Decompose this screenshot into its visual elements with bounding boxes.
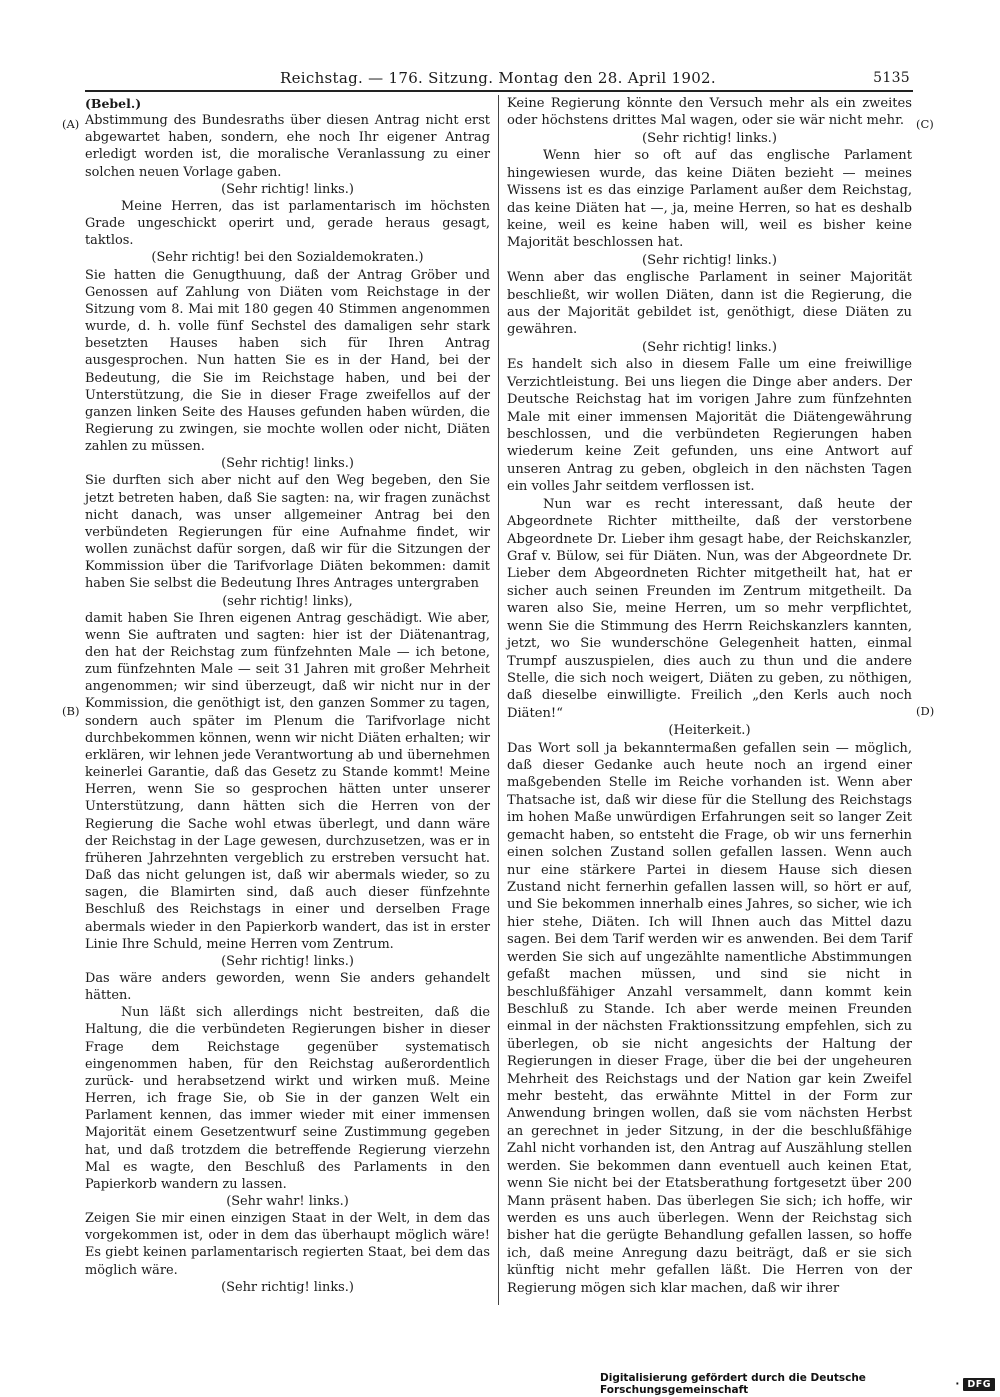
page-number: 5135 — [873, 70, 910, 86]
interjection: (Sehr richtig! links.) — [642, 130, 777, 146]
speech-paragraph: Sie hatten die Genugthuung, daß der Antrag Gröber und Genossen auf Zahlung von Diäten vom Reichstage in der Sitzung vom 8. Mai mit 180 gegen 40 Stimmen angenommen wurde, d. h. volle fünf Sechstel des damaligen sehr stark besetzten Hauses haben sich für Ihren Antrag ausgesprochen. Nun hatten Sie es in der Hand, bei der Bedeutung, die Sie im Reichstage haben, und bei der Unterstützung, die Sie in dieser Frage zweifellos auf der ganzen linken Seite des Hauses gefunden haben würden, die Regierung zu zwingen, sie mochte wollen oder nicht, Diäten zahlen zu müssen. — [85, 267, 490, 455]
interjection: (Sehr richtig! links.) — [221, 953, 354, 969]
credit-text: Digitalisierung gefördert durch die Deutsche Forschungsgemeinschaft — [600, 1372, 866, 1396]
running-title: Reichstag. — 176. Sitzung. Montag den 28. April 1902. — [280, 69, 716, 87]
speech-paragraph: Nun läßt sich allerdings nicht bestreiten, daß die Haltung, die die verbündeten Regierungen bisher in dieser Frage dem Reichstage gegenüber systematisch eingenommen haben, für den Reichstag außerordentlich zurück- und herabsetzend wirkt und wirken muß. Meine Herren, ich frage Sie, ob Sie in der ganzen Welt ein Parlament kennen, das immer wieder mit einer immensen Majorität einem Gesetzentwurf seine Zustimmung gegeben hat, und daß trotzdem die betreffende Regierung vierzehn Mal es wagte, den Beschluß des Parlaments in den Papierkorb wandern zu lassen. — [85, 1005, 490, 1192]
speech-paragraph: Es handelt sich also in diesem Falle um eine freiwillige Verzichtleistung. Bei uns liegen die Dinge aber anders. Der Deutsche Reichstag hat im vorigen Jahre zum fünfzehnten Male mit einer immensen Majorität die Diätengewährung beschlossen, und die verbündeten Regierungen haben wiederum keine Zeit gefunden, uns eine Antwort auf unseren Antrag zu geben, obgleich in den nächsten Tagen ein volles Jahr seitdem verflossen ist. — [507, 357, 912, 495]
margin-mark-b: (B) — [62, 704, 80, 718]
header-rule — [85, 90, 913, 92]
speech-paragraph: Abstimmung des Bundesraths über diesen Antrag nicht erst abgewartet haben, sondern, ehe noch Ihr eigener Antrag erledigt worden ist, die moralische Veranlassung zu einer solchen neuen Vorlage gaben. — [85, 113, 490, 180]
speech-paragraph: Wenn hier so oft auf das englische Parlament hingewiesen wurde, das keine Diäten bezieht — meines Wissens ist es das einzige Parlament außer dem Reichstag, das keine Diäten hat —, ja, meine Herren, so hat es deshalb keine, weil es keine haben will, weil es bisher keine Majorität beschlossen hat. — [507, 148, 912, 251]
column-divider — [498, 95, 499, 1305]
running-header — [280, 66, 910, 90]
margin-mark-d: (D) — [916, 704, 935, 718]
digitization-credit — [600, 1372, 995, 1396]
interjection: (Sehr richtig! links.) — [221, 456, 354, 472]
speech-paragraph: Zeigen Sie mir einen einzigen Staat in der Welt, in dem das vorgekommen ist, oder in dem das überhaupt möglich wäre! Es giebt keinen parlamentarisch regierten Staat, bei dem das möglich wäre. — [85, 1211, 490, 1278]
left-column — [85, 95, 490, 1296]
interjection: (sehr richtig! links), — [222, 593, 353, 609]
interjection: (Sehr richtig! links.) — [221, 181, 354, 197]
speech-paragraph: Keine Regierung könnte den Versuch mehr als ein zweites oder höchstens drittes Mal wagen, oder sie wär nicht mehr. — [507, 96, 912, 129]
footer-separator: · — [955, 1378, 960, 1390]
interjection: (Heiterkeit.) — [668, 723, 751, 739]
speech-paragraph: Meine Herren, das ist parlamentarisch im höchsten Grade ungeschickt operirt und, gerade heraus gesagt, taktlos. — [85, 198, 490, 249]
interjection: (Sehr wahr! links.) — [226, 1194, 349, 1209]
speech-paragraph: Wenn aber das englische Parlament in seiner Majorität beschließt, wir wollen Diäten, dann ist die Regierung, die aus der Majorität gebildet ist, genöthigt, diese Diäten zu gewähren. — [507, 270, 912, 338]
margin-mark-c: (C) — [916, 117, 934, 131]
speech-paragraph: Sie durften sich aber nicht auf den Weg begeben, den Sie jetzt betreten haben, daß Sie sagten: na, wir fragen zunächst nicht danach, was unser allgemeiner Antrag bei den verbündeten Regierungen für eine Aufnahme findet, wir wollen zunächst dafür sorgen, daß wir für die Sitzungen der Kommission über die Tarifvorlage Diäten bekommen: damit haben Sie selbst die Bedeutung Ihres Antrages untergraben — [85, 473, 490, 592]
margin-mark-a: (A) — [62, 117, 80, 131]
right-column — [507, 95, 912, 1297]
interjection: (Sehr richtig! links.) — [642, 252, 777, 268]
dfg-logo-icon: DFG — [963, 1378, 995, 1391]
speaker-name: (Bebel.) — [85, 96, 142, 111]
interjection: (Sehr richtig! links.) — [221, 1279, 354, 1295]
interjection: (Sehr richtig! links.) — [642, 339, 777, 355]
speech-paragraph: Das Wort soll ja bekanntermaßen gefallen sein — möglich, daß dieser Gedanke auch heute noch an irgend einer maßgebenden Stelle im Reiche vorhanden ist. Wenn aber Thatsache ist, daß wir diese für die Stellung des Reichstags im hohen Maße unwürdigen Erfahrungen seit so langer Zeit gemacht haben, so entsteht die Frage, ob wir uns fernerhin einen solchen Zustand sollen gefallen lassen. Wenn auch nur eine stärkere Partei in diesem Hause sich diesen Zustand nicht fernerhin gefallen lassen will, so hört er auf, und Sie bekommen innerhalb eines Jahres, so sicher, wie ich hier stehe, Diäten. Ich will Ihnen auch das Mittel dazu sagen. Bei dem Tarif werden wir es anwenden. Bei dem Tarif werden Sie sich auf ungezählte namentliche Abstimmungen gefaßt machen müssen, und sind sie nicht in beschlußfähiger Anzahl versammelt, dann kommt kein Beschluß zu Stande. Ich aber werde meinen Freunden einmal in der nächsten Fraktionssitzung empfehlen, sich zu überlegen, ob sie nicht angesichts der Haltung der Regierungen in dieser Frage, über die bei der ungeheuren Mehrheit des Reichstags und der Nation gar kein Zweifel mehr besteht, das erwähnte Mittel in der Form zur Anwendung bringen wollen, daß sie vom nächsten Herbst an gerechnet in jeder Sitzung, in der die beschlußfähige Zahl nicht vorhanden ist, den Antrag auf Auszählung stellen werden. Sie bekommen dann eventuell auch keinen Etat, wenn Sie nicht bei der Etatsberathung fortgesetzt über 200 Mann präsent haben. Das überlegen Sie sich; ich hoffe, wir werden es uns auch überlegen. Wenn der Reichstag sich bisher hat die gerügte Behandlung gefallen lassen, so hoffe ich, daß meine Anregung dazu beiträgt, daß er sie sich künftig nicht mehr gefallen läßt. Die Herren von der Regierung mögen sich klar machen, daß wir ihrer — [507, 740, 912, 1296]
speech-paragraph: damit haben Sie Ihren eigenen Antrag geschädigt. Wie aber, wenn Sie auftraten und sagten: hier ist der Diätenantrag, den hat der Reichstag zum fünfzehnten Male — ich betone, zum fünfzehnten Male — seit 31 Jahren mit großer Mehrheit angenommen; wir sind überzeugt, daß wir nicht nur in der Kommission, die genöthigt ist, den ganzen Sommer zu tagen, sondern auch später im Plenum die Tarifvorlage nicht durchbekommen können, wenn wir nicht Diäten erhalten; wir erklären, wir lehnen jede Verantwortung ab und übernehmen keinerlei Garantie, daß das Gesetz zu Stande kommt! Meine Herren, wenn Sie so gesprochen hätten unter unserer Unterstützung, dann hätten sich die Herren von der Regierung die Sache wohl etwas überlegt, und dann wäre der Reichstag in der Lage gewesen, durchzusetzen, was er in früheren Jahrzehnten vergeblich zu erstreben versucht hat. Daß das nicht gelungen ist, daß wir abermals wieder, so zu sagen, die Blamirten sind, daß auch dieser fünfzehnte Beschluß des Reichstags in einer und derselben Frage abermals wieder in den Papierkorb wandert, das ist in erster Linie Ihre Schuld, meine Herren vom Zentrum. — [85, 610, 490, 952]
speech-paragraph: Nun war es recht interessant, daß heute der Abgeordnete Richter mittheilte, daß der verstorbene Abgeordnete Dr. Lieber ihm gesagt habe, der Reichskanzler, Graf v. Bülow, sei für Diäten. Nun, was der Abgeordnete Dr. Lieber dem Abgeordneten Richter mitgetheilt hat, hat er sicher auch seinen Freunden im Zentrum mitgetheilt. Da waren also Sie, meine Herren, um so mehr verpflichtet, wenn Sie die Stimmung des Herrn Reichskanzlers kannten, jetzt, wo Sie wunderschöne Gelegenheit hatten, einmal Trumpf auszuspielen, dies auch zu thun und die andere Stelle, die sich noch weigert, Diäten zu geben, zu nöthigen, daß dieselbe einwilligte. Freilich „den Kerls auch noch Diäten!“ — [507, 496, 912, 721]
interjection: (Sehr richtig! bei den Sozialdemokraten.) — [151, 250, 424, 266]
speech-paragraph: Das wäre anders geworden, wenn Sie anders gehandelt hätten. — [85, 970, 490, 1004]
